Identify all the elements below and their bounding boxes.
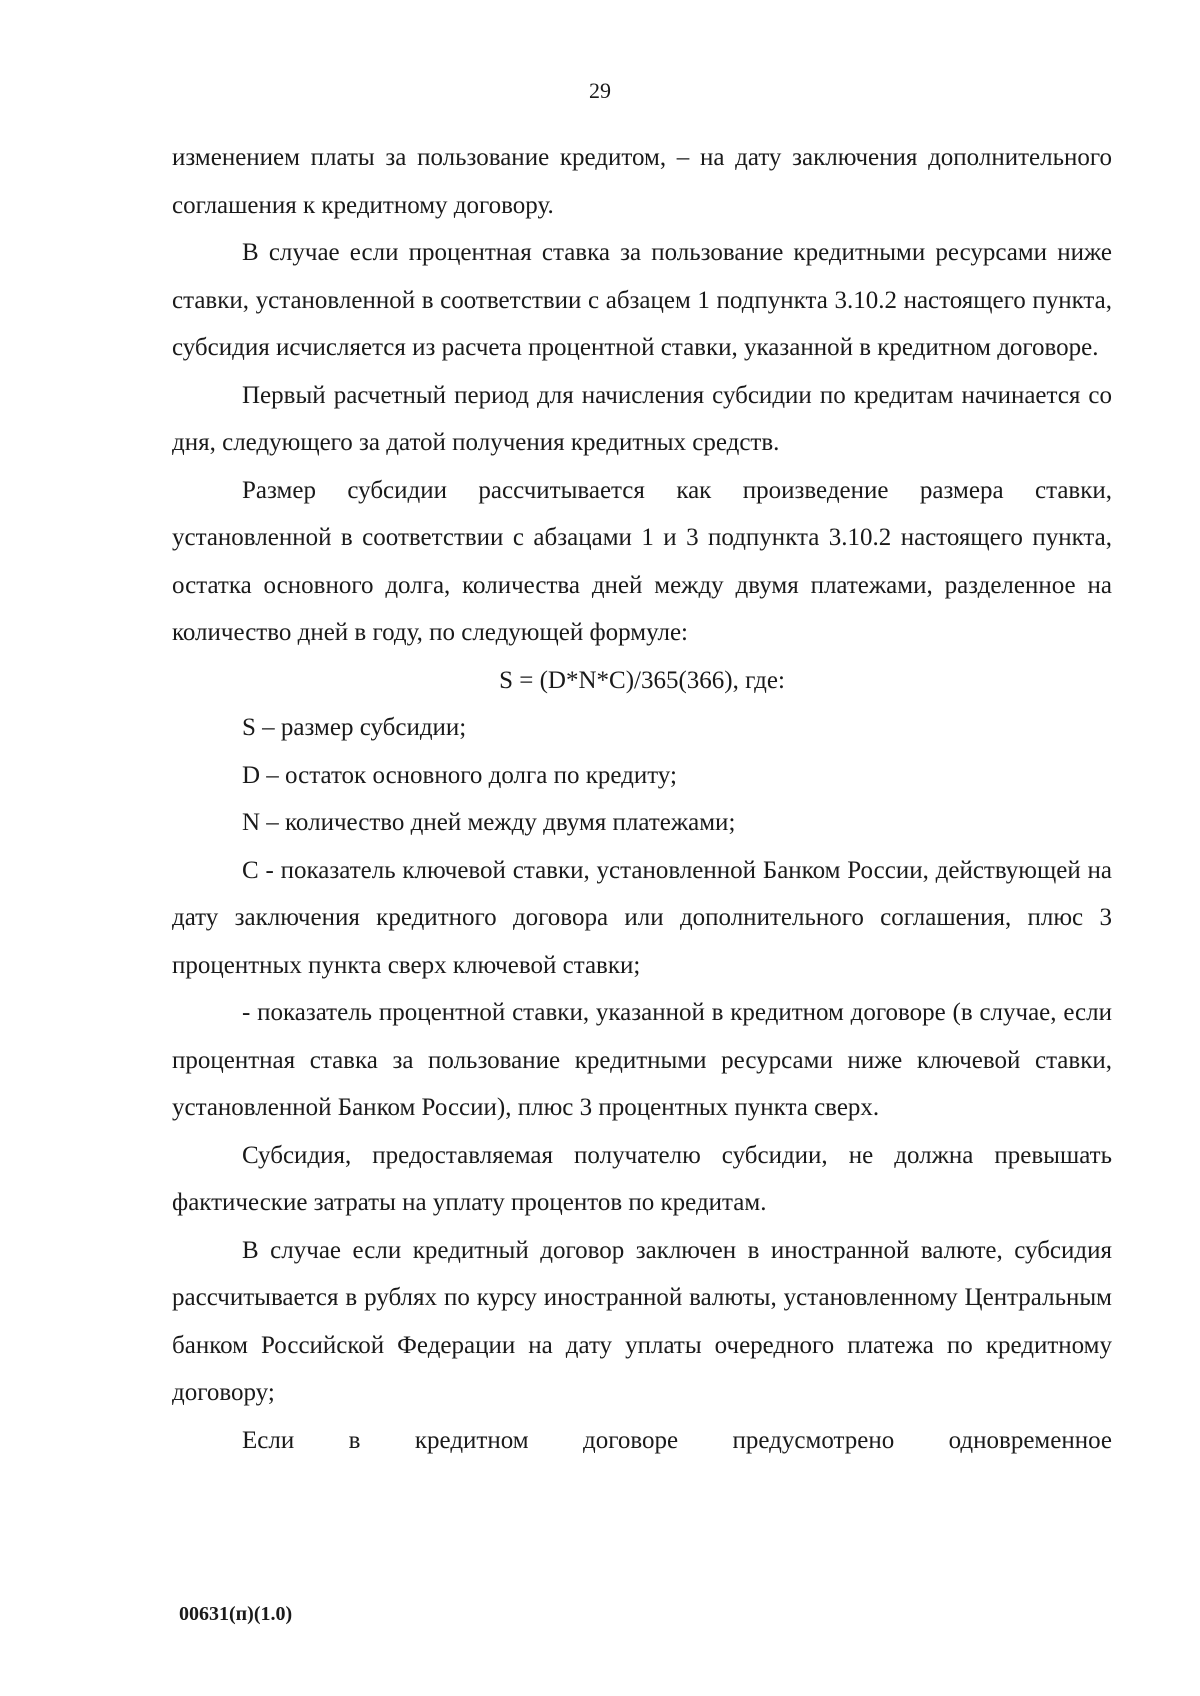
definition-c-contract-rate: - показатель процентной ставки, указанной в кредитном договоре (в случае, если процентная ставка за пользование кредитными ресурсами ниже ключевой ставки, установленной Банком России), плюс 3 процентных пункта сверх. [172,999,1112,1121]
definition-s: S – размер субсидии; [242,714,467,741]
paragraph-foreign-currency: В случае если кредитный договор заключен в иностранной валюте, субсидия рассчитывается в рублях по курсу иностранной валюты, установленному Центральным банком Российской Федерации на дату уплаты очередного платежа по кредитному договору; [172,1236,1112,1406]
paragraph-first-period: Первый расчетный период для начисления субсидии по кредитам начинается со дня, следующего за датой получения кредитных средств. [172,381,1112,456]
paragraph-continuation: изменением платы за пользование кредитом, – на дату заключения дополнительного соглашения к кредитному договору. [172,144,1112,219]
definition-d: D – остаток основного долга по кредиту; [242,761,677,789]
page-number: 29 [589,78,611,103]
paragraph-subsidy-limit: Субсидия, предоставляемая получателю субсидии, не должна превышать фактические затраты на уплату процентов по кредитам. [172,1141,1112,1216]
document-body [172,134,1112,1464]
paragraph-interest-rate-below: В случае если процентная ставка за пользование кредитными ресурсами ниже ставки, установленной в соответствии с абзацем 1 подпункта 3.10.2 настоящего пункта, субсидия исчисляется из расчета процентной ставки, указанной в кредитном договоре. [172,239,1112,361]
paragraph-subsidy-size: Размер субсидии рассчитывается как произведение размера ставки, установленной в соответствии с абзацами 1 и 3 подпункта 3.10.2 настоящего пункта, остатка основного долга, количества дней между двумя платежами, разделенное на количество дней в году, по следующей формуле: [172,476,1112,646]
subsidy-formula: S = (D*N*C)/365(366), где: [499,666,785,694]
definition-c-key-rate: С - показатель ключевой ставки, установленной Банком России, действующей на дату заключения кредитного договора или дополнительного соглашения, плюс 3 процентных пункта сверх ключевой ставки; [172,856,1112,979]
document-code: 00631(п)(1.0) [179,1603,293,1625]
paragraph-simultaneous: Если в кредитном договоре предусмотрено одновременное [242,1426,1112,1454]
definition-n: N – количество дней между двумя платежами; [242,809,736,836]
